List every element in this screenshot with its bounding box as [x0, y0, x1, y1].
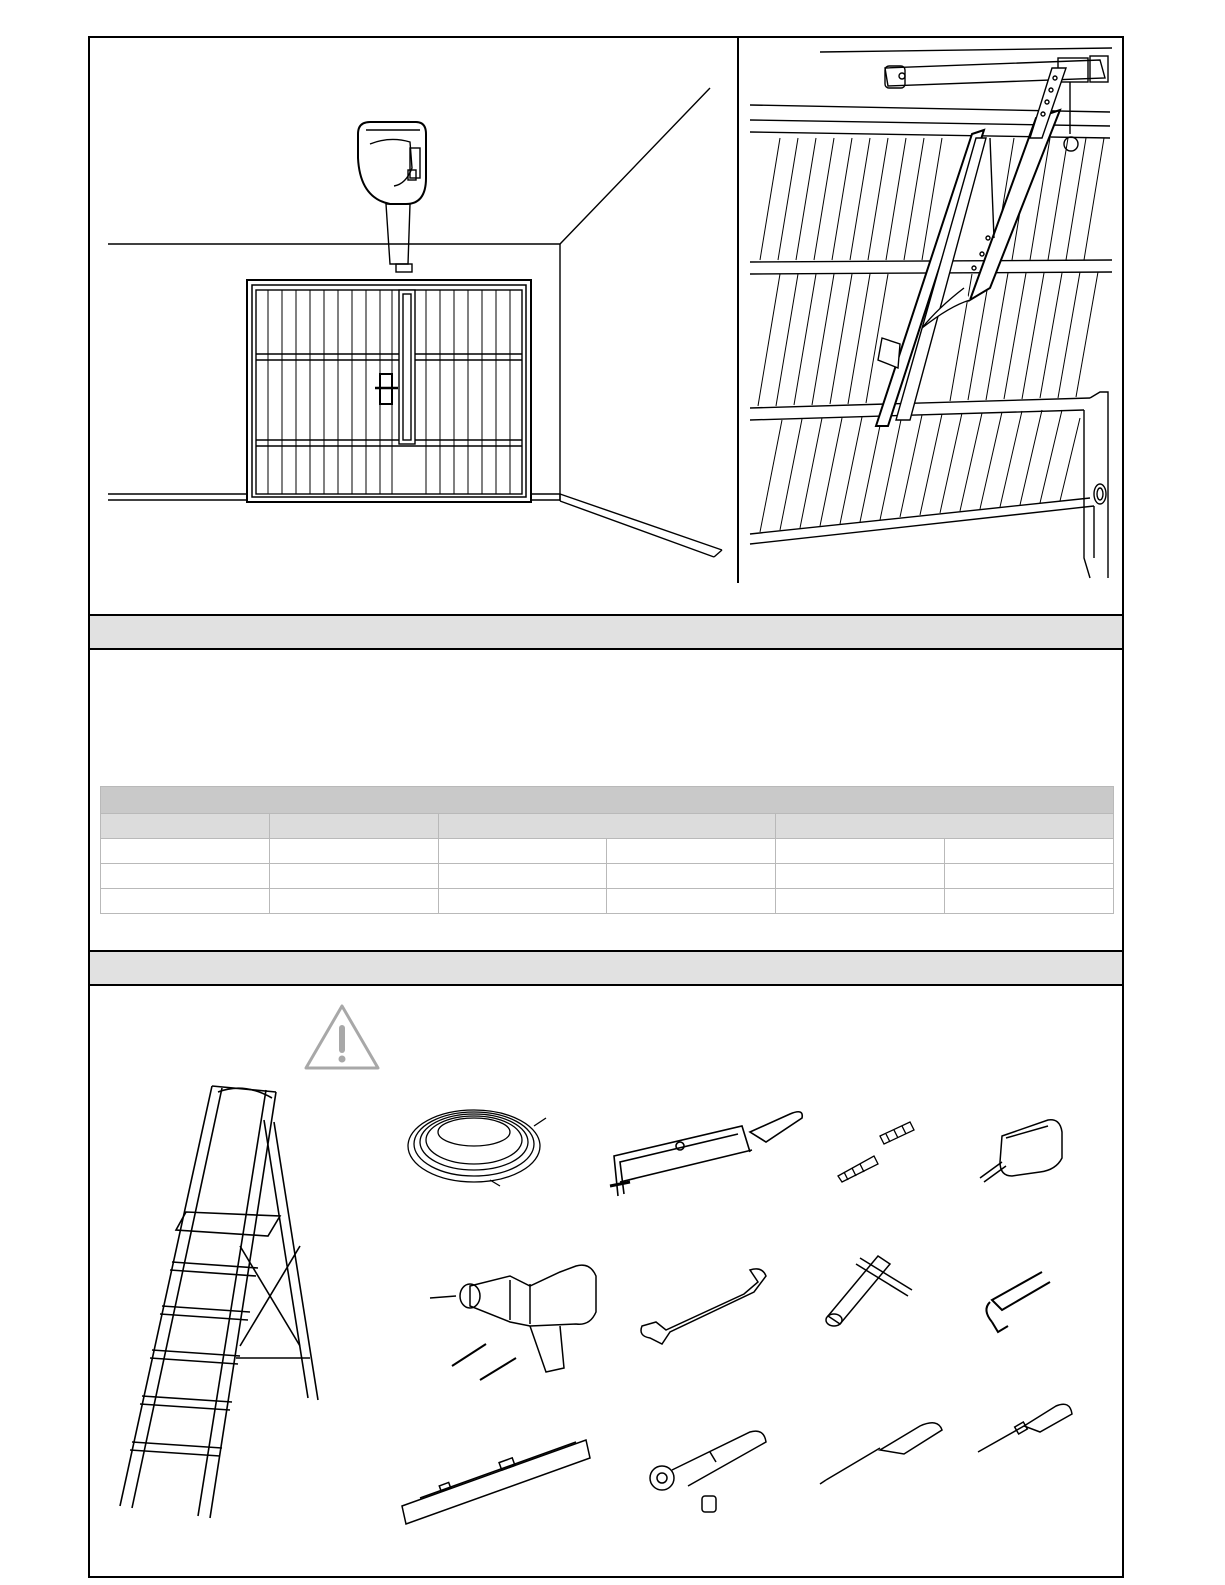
ratchet-wrench-icon [650, 1431, 766, 1512]
table-cell [101, 889, 270, 914]
table-cell [269, 839, 438, 864]
table-cell [438, 864, 607, 889]
table-cell [776, 889, 945, 914]
table-title [101, 787, 1114, 814]
box-spanner-icon [826, 1256, 912, 1326]
spirit-level-icon [402, 1440, 590, 1524]
spec-table [100, 786, 1114, 914]
table-header-cell [776, 814, 1114, 839]
table-cell [945, 864, 1114, 889]
phillips-screwdriver-icon [820, 1423, 942, 1484]
table-title-row [101, 787, 1114, 814]
table-cell [269, 889, 438, 914]
table-cell [101, 839, 270, 864]
warning-icon [306, 1006, 378, 1068]
intro-text [102, 662, 1102, 782]
table-header-cell [438, 814, 776, 839]
table-row [101, 864, 1114, 889]
table-header-cell [269, 814, 438, 839]
table-cell [269, 864, 438, 889]
page-frame [88, 36, 1124, 1578]
table-cell [438, 889, 607, 914]
tape-measure-icon [980, 1120, 1062, 1182]
hex-key-icon [986, 1272, 1050, 1332]
table-cell [945, 839, 1114, 864]
table-cell [438, 839, 607, 864]
table-header-cell [101, 814, 270, 839]
section-header-2 [90, 950, 1122, 986]
table-row [101, 889, 1114, 914]
tools-illustration [90, 986, 1122, 1576]
door-arm-detail-illustration [750, 48, 1112, 578]
table-cell [607, 839, 776, 864]
hacksaw-icon [610, 1112, 802, 1196]
table-row [101, 839, 1114, 864]
table-cell [101, 864, 270, 889]
table-cell [607, 889, 776, 914]
flat-screwdriver-icon [978, 1404, 1072, 1452]
open-end-wrench-icon [641, 1269, 766, 1344]
electric-drill-icon [430, 1265, 596, 1380]
table-cell [776, 864, 945, 889]
step-ladder-icon [120, 1086, 318, 1518]
wall-plug-icon [838, 1122, 914, 1182]
illustration-panel [90, 38, 1122, 614]
table-cell [776, 839, 945, 864]
table-cell [945, 889, 1114, 914]
table-header-row [101, 814, 1114, 839]
cable-coil-icon [408, 1110, 546, 1186]
table-cell [607, 864, 776, 889]
section-header-1 [90, 614, 1122, 650]
garage-front-illustration [108, 88, 722, 557]
